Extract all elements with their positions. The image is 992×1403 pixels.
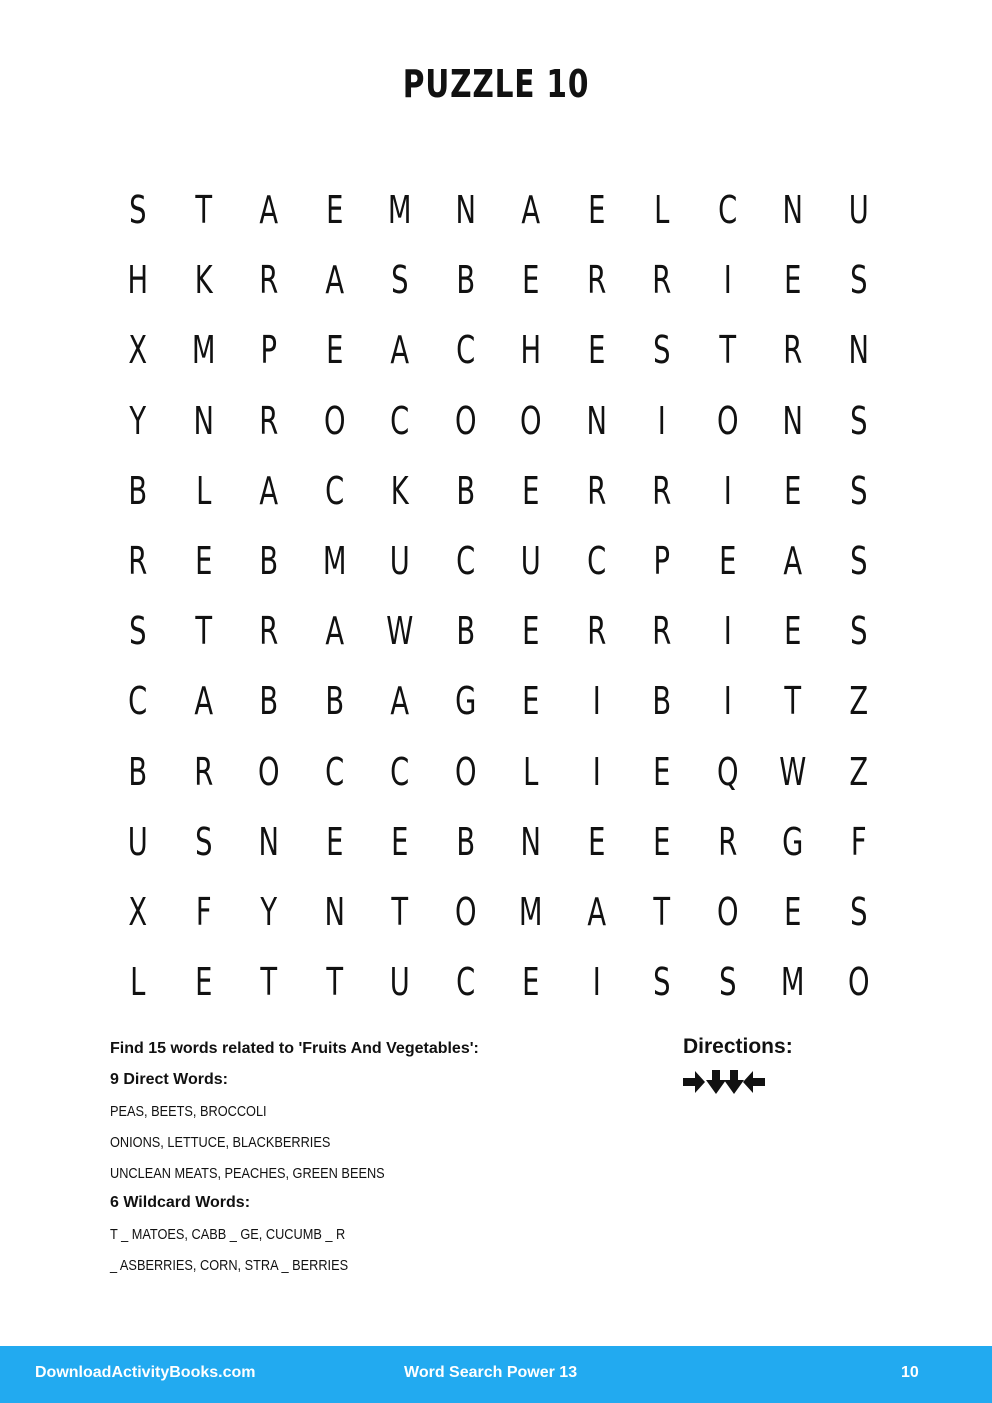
grid-letter: C (717, 188, 737, 233)
grid-letter: C (586, 539, 606, 584)
grid-letter: R (652, 468, 672, 513)
grid-letter: R (652, 258, 672, 303)
grid-letter: R (652, 609, 672, 654)
grid-letter: O (847, 960, 870, 1005)
instructions-intro: Find 15 words related to 'Fruits And Vegetables': (110, 1040, 479, 1057)
grid-letter: I (592, 679, 601, 724)
grid-letter: L (130, 960, 146, 1005)
down-arrow-icon (706, 1070, 726, 1094)
grid-letter: A (390, 679, 410, 724)
grid-letter: E (522, 468, 540, 513)
grid-letter: B (128, 468, 148, 513)
grid-letter: U (848, 188, 869, 233)
grid-letter: S (849, 889, 867, 934)
grid-letter: B (652, 679, 672, 724)
grid-letter: E (653, 819, 671, 864)
grid-letter: A (259, 188, 279, 233)
grid-letter: R (717, 819, 737, 864)
wildcard-words-line: T _ MATOES, CABB _ GE, CUCUMB _ R (110, 1226, 346, 1243)
grid-letter: M (780, 960, 805, 1005)
grid-letter: U (520, 539, 541, 584)
grid-letter: B (324, 679, 344, 724)
grid-letter: E (522, 609, 540, 654)
grid-letter: F (195, 889, 212, 934)
grid-letter: E (587, 819, 605, 864)
directions-arrows (683, 1068, 765, 1096)
grid-letter: N (782, 398, 803, 443)
footer-book-title: Word Search Power 13 (404, 1364, 578, 1381)
grid-letter: M (322, 539, 347, 584)
grid-letter: B (455, 819, 475, 864)
grid-letter: O (716, 889, 739, 934)
grid-letter: E (784, 258, 802, 303)
grid-letter: C (324, 749, 344, 794)
grid-letter: E (522, 258, 540, 303)
grid-letter: X (128, 328, 148, 373)
grid-letter: U (127, 819, 148, 864)
grid-letter: I (657, 398, 666, 443)
grid-letter: T (194, 609, 212, 654)
grid-letter: E (587, 328, 605, 373)
left-arrow-icon (743, 1071, 765, 1093)
grid-letter: C (455, 328, 475, 373)
grid-letter: Z (848, 679, 868, 724)
grid-letter: C (390, 398, 410, 443)
grid-letter: I (592, 960, 601, 1005)
grid-letter: C (128, 679, 148, 724)
grid-letter: O (519, 398, 542, 443)
grid-letter: A (193, 679, 213, 724)
grid-letter: B (128, 749, 148, 794)
grid-letter: R (193, 749, 213, 794)
grid-letter: E (325, 328, 343, 373)
down-arrow-icon (724, 1070, 744, 1094)
grid-letter: T (653, 889, 671, 934)
grid-letter: N (520, 819, 541, 864)
grid-letter: M (518, 889, 543, 934)
grid-letter: T (391, 889, 409, 934)
grid-letter: R (783, 328, 803, 373)
directions-title: Directions: (683, 1035, 793, 1058)
grid-letter: S (849, 398, 867, 443)
grid-letter: A (783, 539, 803, 584)
grid-letter: O (454, 749, 477, 794)
grid-letter: W (386, 609, 414, 654)
grid-letter: N (324, 889, 345, 934)
grid-letter: R (259, 609, 279, 654)
grid-letter: P (260, 328, 277, 373)
grid-letter: E (653, 749, 671, 794)
grid-letter: O (716, 398, 739, 443)
wildcard-words-header: 6 Wildcard Words: (110, 1194, 251, 1211)
grid-letter: E (522, 679, 540, 724)
grid-letter: M (387, 188, 412, 233)
grid-letter: S (391, 258, 409, 303)
grid-letter: I (723, 468, 732, 513)
grid-letter: R (586, 609, 606, 654)
grid-letter: L (523, 749, 539, 794)
grid-letter: O (454, 889, 477, 934)
grid-letter: Z (848, 749, 868, 794)
grid-letter: R (586, 468, 606, 513)
grid-letter: C (390, 749, 410, 794)
grid-letter: S (718, 960, 736, 1005)
grid-letter: S (849, 609, 867, 654)
page-title: PUZZLE 10 (402, 62, 590, 106)
grid-letter: T (718, 328, 736, 373)
grid-letter: C (324, 468, 344, 513)
grid-letter: L (654, 188, 670, 233)
grid-letter: K (390, 468, 409, 513)
grid-letter: Y (260, 889, 278, 934)
grid-letter: I (723, 258, 732, 303)
grid-letter: Q (716, 749, 739, 794)
grid-letter: H (520, 328, 542, 373)
grid-letter: E (587, 188, 605, 233)
grid-letter: T (194, 188, 212, 233)
footer-page-number: 10 (901, 1364, 919, 1381)
grid-letter: N (848, 328, 869, 373)
grid-letter: S (129, 609, 147, 654)
wildcard-words-line: _ ASBERRIES, CORN, STRA _ BERRIES (110, 1257, 349, 1274)
word-search-grid (105, 175, 891, 1017)
direct-words-header: 9 Direct Words: (110, 1071, 228, 1088)
grid-letter: S (849, 258, 867, 303)
grid-letter: L (195, 468, 211, 513)
grid-letter: R (259, 398, 279, 443)
grid-letter: S (653, 960, 671, 1005)
grid-letter: E (718, 539, 736, 584)
grid-letter: F (850, 819, 867, 864)
grid-letter: A (586, 889, 606, 934)
grid-letter: U (389, 539, 410, 584)
footer-bar (0, 1346, 992, 1403)
grid-letter: O (257, 749, 280, 794)
grid-letter: B (455, 258, 475, 303)
grid-letter: M (191, 328, 216, 373)
grid-letter: T (784, 679, 802, 724)
grid-letter: N (782, 188, 803, 233)
grid-letter: I (592, 749, 601, 794)
grid-letter: E (784, 609, 802, 654)
grid-letter: O (323, 398, 346, 443)
footer-site: DownloadActivityBooks.com (35, 1364, 256, 1381)
grid-letter: B (455, 609, 475, 654)
grid-letter: P (653, 539, 670, 584)
grid-letter: G (454, 679, 476, 724)
grid-letter: A (390, 328, 410, 373)
grid-letter: K (194, 258, 213, 303)
grid-letter: G (782, 819, 804, 864)
grid-letter: C (455, 539, 475, 584)
grid-letter: T (325, 960, 343, 1005)
grid-letter: X (128, 889, 148, 934)
grid-letter: R (586, 258, 606, 303)
grid-letter: N (586, 398, 607, 443)
grid-letter: E (522, 960, 540, 1005)
direct-words-line: ONIONS, LETTUCE, BLACKBERRIES (110, 1134, 331, 1151)
grid-letter: R (128, 539, 148, 584)
grid-letter: E (194, 539, 212, 584)
grid-letter: E (194, 960, 212, 1005)
grid-letter: T (260, 960, 278, 1005)
grid-letter: N (193, 398, 214, 443)
grid-letter: I (723, 679, 732, 724)
grid-letter: S (849, 539, 867, 584)
grid-letter: E (784, 468, 802, 513)
grid-letter: R (259, 258, 279, 303)
grid-letter: N (258, 819, 279, 864)
grid-letter: U (389, 960, 410, 1005)
grid-letter: A (324, 609, 344, 654)
grid-letter: S (849, 468, 867, 513)
right-arrow-icon (683, 1071, 705, 1093)
grid-letter: A (259, 468, 279, 513)
grid-letter: S (194, 819, 212, 864)
grid-letter: A (521, 188, 541, 233)
grid-letter: S (129, 188, 147, 233)
grid-letter: C (455, 960, 475, 1005)
grid-letter: I (723, 609, 732, 654)
grid-letter: E (325, 188, 343, 233)
grid-letter: N (455, 188, 476, 233)
grid-letter: B (455, 468, 475, 513)
grid-letter: E (391, 819, 409, 864)
grid-letter: H (127, 258, 149, 303)
grid-letter: A (324, 258, 344, 303)
direct-words-line: UNCLEAN MEATS, PEACHES, GREEN BEENS (110, 1165, 385, 1182)
grid-letter: E (325, 819, 343, 864)
grid-letter: B (259, 539, 279, 584)
grid-letter: Y (129, 398, 147, 443)
direct-words-line: PEAS, BEETS, BROCCOLI (110, 1103, 267, 1120)
grid-letter: E (784, 889, 802, 934)
grid-letter: S (653, 328, 671, 373)
grid-letter: O (454, 398, 477, 443)
grid-letter: W (779, 749, 807, 794)
grid-letter: B (259, 679, 279, 724)
